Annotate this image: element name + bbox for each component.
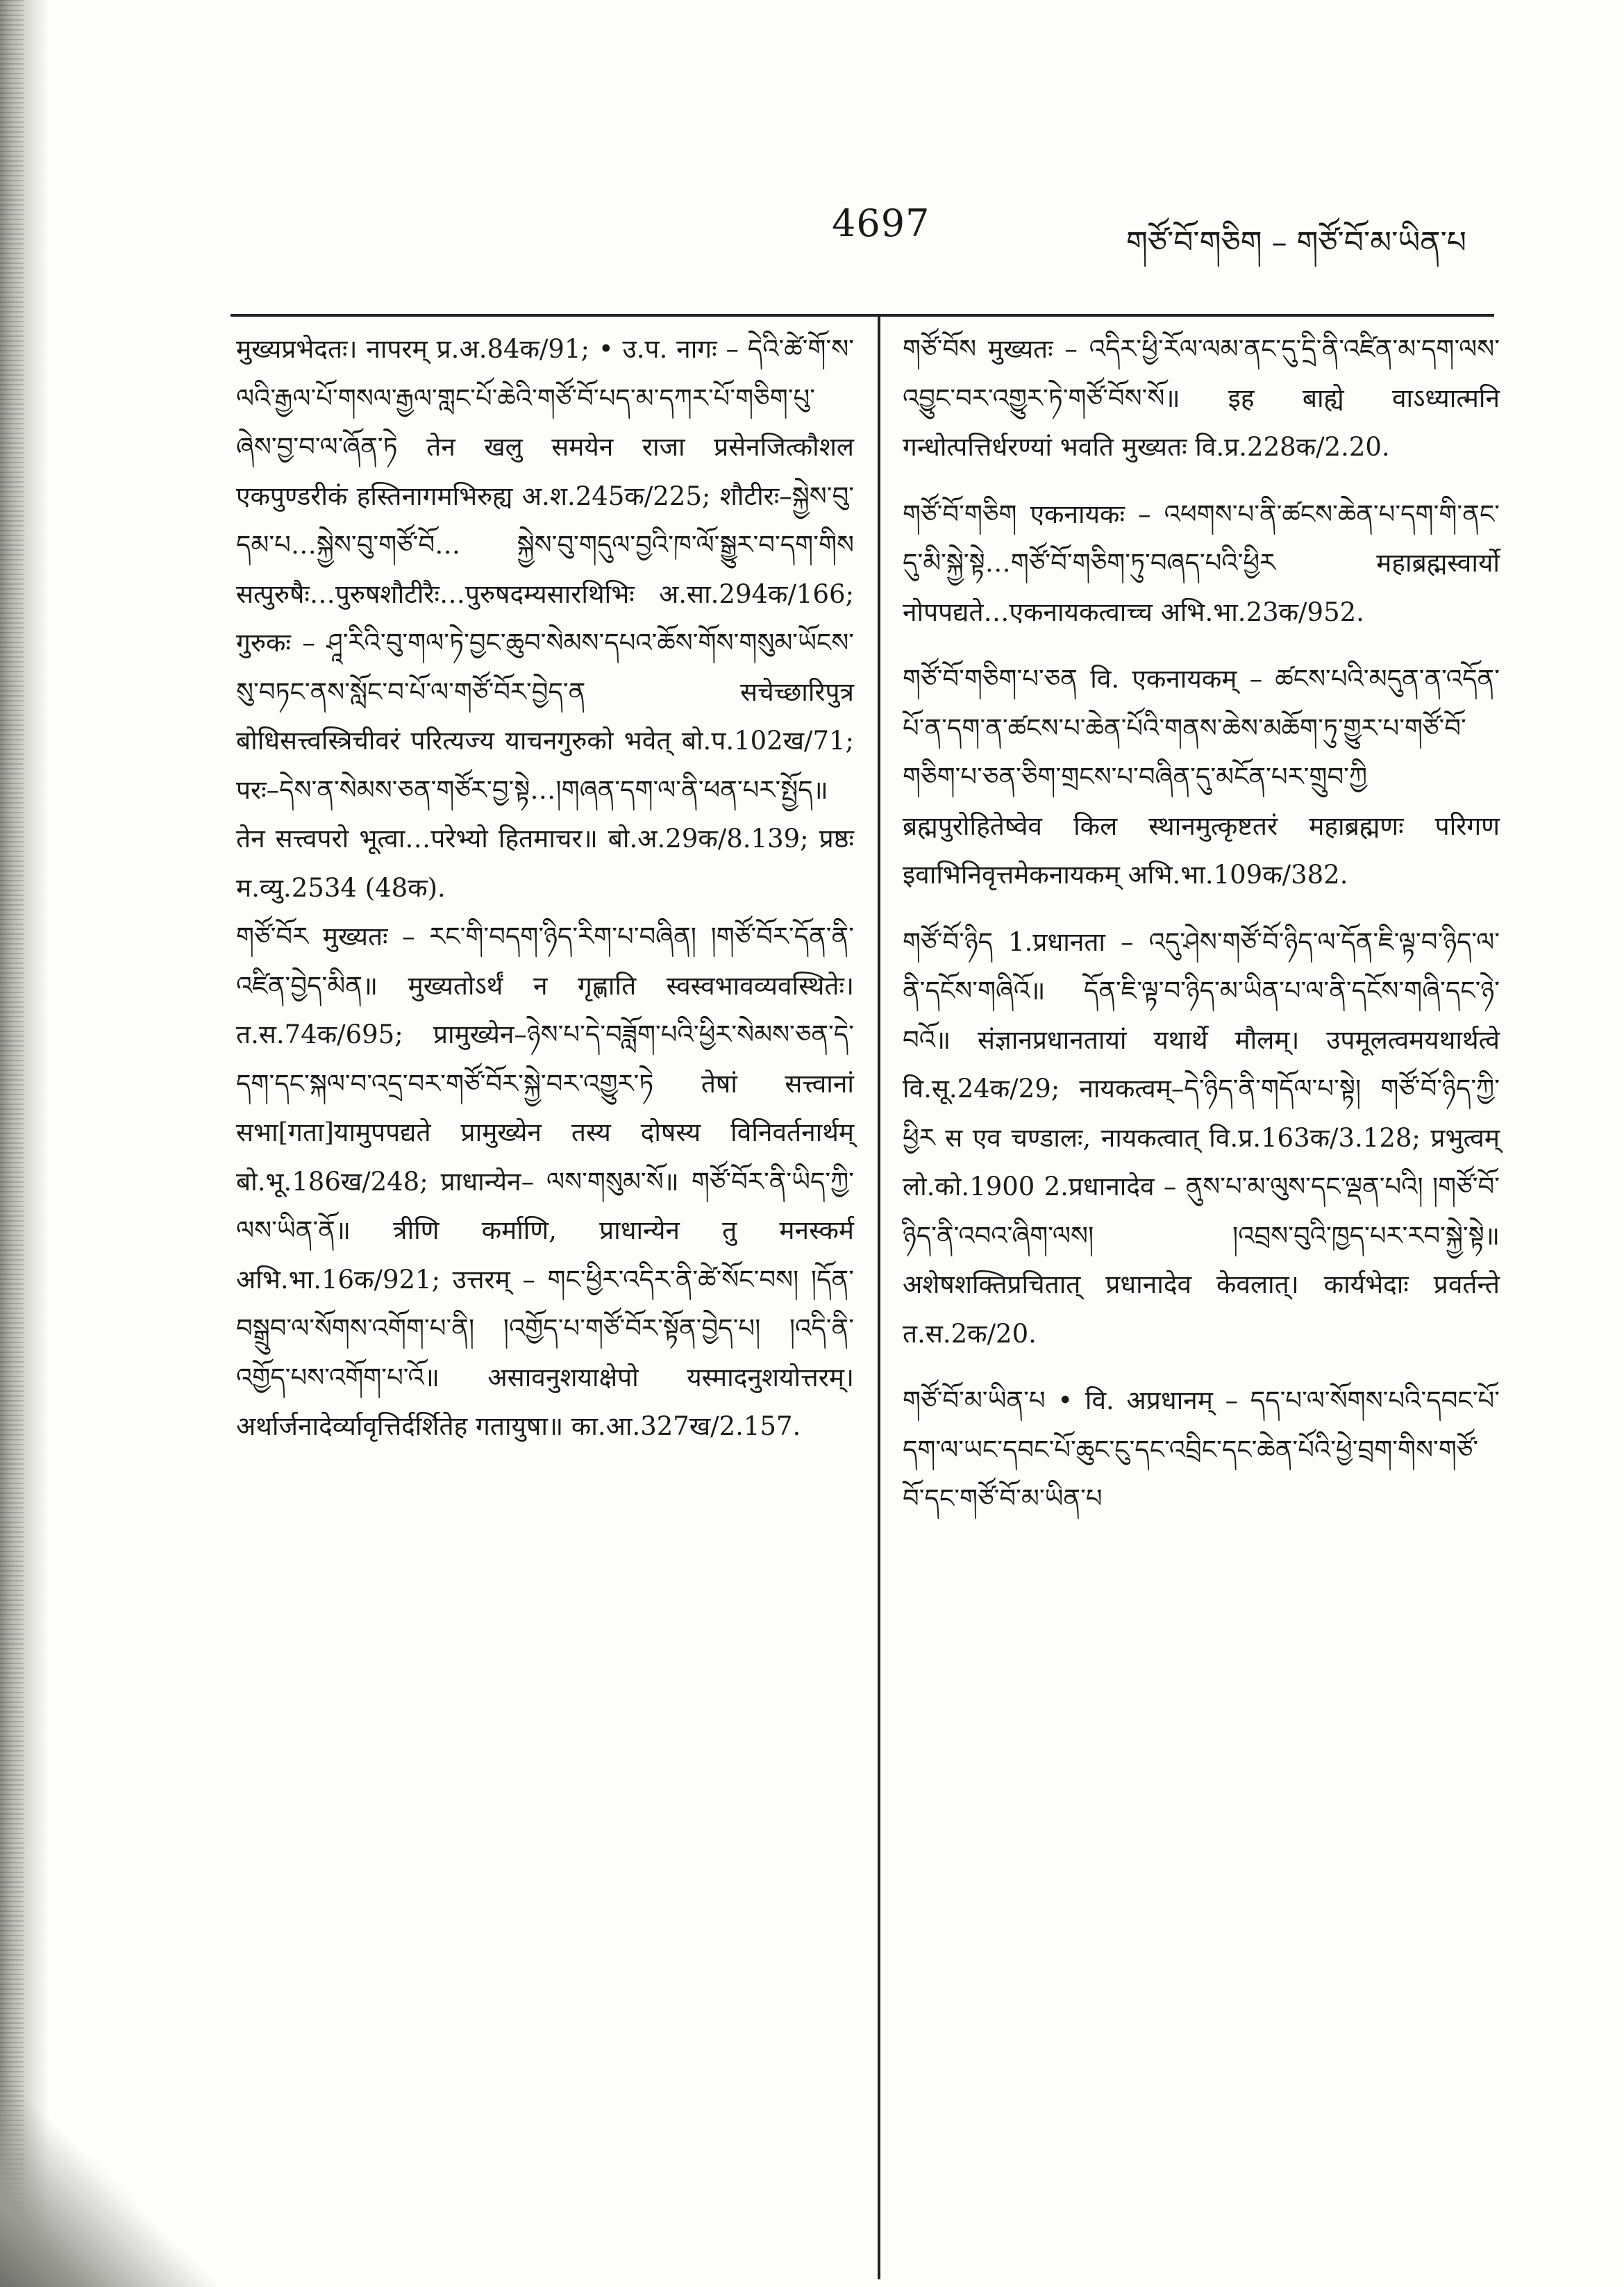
dictionary-entry — [903, 325, 1500, 472]
entry-text: གཙོ་བོ་གཅིག་པ་ཅན वि. एकनायकम् – ཚངས་པའི་མདུན་ན་འདོན་པོ་ན་དག་ན་ཚངས་པ་ཆེན་པོའི་གནས་ཆེས་མཆོག་ཏུ་གྱུར་པ་གཙོ་བོ་གཅིག་པ་ཅན་ཅིག་གྲངས་པ་བཞིན་དུ་མངོན་པར་གྲུབ་ཀྱི ब्रह्मपुरोहितेष्वेव किल स्थानमुत्कृष्टतरं महाब्रह्मणः परिगण इवाभिनिवृत्तमेकनायकम् अभि.भा.109क/382. — [903, 664, 1500, 890]
page-number: 4697 — [832, 201, 930, 245]
left-column — [236, 325, 854, 1452]
column-divider — [878, 314, 880, 2279]
dictionary-entry — [903, 1377, 1500, 1524]
dictionary-entry — [903, 655, 1500, 900]
right-column — [903, 325, 1500, 1542]
page-edge-speckle — [0, 0, 24, 2287]
entry-text: གཙོ་བོས मुख्यतः – འདིར་ཕྱི་རོལ་ལམ་ནང་དུ་དྲི་ནི་འཛིན་མ་དག་ལས་འབྱུང་བར་འགྱུར་ཏེ་གཙོ་བོས་སོ॥ इह बाह्ये वाऽध्यात्मनि गन्धोत्पत्तिर्धरण्यां भवति मुख्यतः वि.प्र.228क/2.20. — [903, 334, 1500, 462]
dictionary-entry — [236, 325, 854, 913]
running-head: གཙོ་བོ་གཅིག – གཙོ་བོ་མ་ཡིན་པ — [1126, 225, 1467, 260]
dictionary-entry — [903, 490, 1500, 638]
entry-text: मुख्यप्रभेदतः। नापरम् प्र.अ.84क/91; • उ.प. नागः – དེའི་ཚེ་གོ་ས་ལའི་རྒྱལ་པོ་གསལ་རྒྱལ་གླང་པོ་ཆེའི་གཙོ་བོ་པད་མ་དཀར་པོ་གཅིག་པུ་ཞེས་བྱ་བ་ལ་ཞོན་ཏེ तेन खलु समयेन राजा प्रसेनजित्कौशल एकपुण्डरीकं हस्तिनागमभिरुह्य अ.श.245क/225; शौटीरः–སྐྱེས་བུ་དམ་པ…སྐྱེས་བུ་གཙོ་བོ… སྐྱེས་བུ་གདུལ་བྱའི་ཁ་ལོ་སྒྱུར་བ་དག་གིས सत्पुरुषैः…पुरुषशौटीरैः…पुरुषदम्यसारथिभिः अ.सा.294क/166; गुरुकः – ཤཱ་རིའི་བུ་གལ་ཏེ་བྱང་ཆུབ་སེམས་དཔའ་ཆོས་གོས་གསུམ་ཡོངས་སུ་བཏང་ནས་སློང་བ་པོ་ལ་གཙོ་བོར་བྱེད་ན सचेच्छारिपुत्र बोधिसत्त्वस्त्रिचीवरं परित्यज्य याचनगुरुको भवेत् बो.प.102ख/71; परः–དེས་ན་སེམས་ཅན་གཙོར་བྱ་སྟེ…།གཞན་དག་ལ་ནི་ཕན་པར་སྤྱོད॥ तेन सत्त्वपरो भूत्वा…परेभ्यो हितमाचर॥ बो.अ.29क/8.139; प्रष्ठः म.व्यु.2534 (48क). — [236, 334, 854, 903]
entry-text: གཙོ་བོ་གཅིག एकनायकः – འཕགས་པ་ནི་ཚངས་ཆེན་པ་དག་གི་ནང་དུ་མི་སྐྱེ་སྟེ…གཙོ་བོ་གཅིག་ཏུ་བཞད་པའི་ཕྱིར महाब्रह्मस्वार्यो नोपपद्यते…एकनायकत्वाच्च अभि.भा.23क/952. — [903, 499, 1500, 627]
entry-text: གཙོ་བོ་མ་ཡིན་པ • वि. अप्रधानम् – དད་པ་ལ་སོགས་པའི་དབང་པོ་དག་ལ་ཡང་དབང་པོ་ཆུང་ངུ་དང་འབྲིང་དང་ཆེན་པོའི་ཕྱེ་བྲག་གིས་གཙོ་བོ་དང་གཙོ་བོ་མ་ཡིན་པ — [903, 1386, 1500, 1513]
entry-text: གཙོ་བོར मुख्यतः – རང་གི་བདག་ཉིད་རིག་པ་བཞིན། །གཙོ་བོར་དོན་ནི་འཛིན་བྱེད་མིན॥ मुख्यतोऽर्थं न गृह्णाति स्वस्वभावव्यवस्थितेः। त.स.74क/695; प्रामुख्येन–ཉེས་པ་དེ་བཟློག་པའི་ཕྱིར་སེམས་ཅན་དེ་དག་དང་སྐལ་བ་འདྲ་བར་གཙོ་བོར་སྐྱེ་བར་འགྱུར་ཏེ तेषां सत्त्वानां सभा[गता]यामुपपद्यते प्रामुख्येन तस्य दोषस्य विनिवर्तनार्थम् बो.भू.186ख/248; प्राधान्येन– ལས་གསུམ་སོ॥ གཙོ་བོར་ནི་ཡིད་ཀྱི་ལས་ཡིན་ནོ॥ त्रीणि कर्माणि, प्राधान्येन तु मनस्कर्म अभि.भा.16क/921; उत्तरम् – གང་ཕྱིར་འདིར་ནི་ཚེ་སོང་བས། །དོན་བསྒྲུབ་ལ་སོགས་འགོག་པ་ནི། །འགྱོད་པ་གཙོ་བོར་སྟོན་བྱེད་པ། །འདི་ནི་འགྱོད་པས་འགོག་པ་འོ॥ असावनुशयाक्षेपो यस्मादनुशयोत्तरम्। अर्थार्जनादेर्व्यावृत्तिर्दर्शितेह गतायुषा॥ का.आ.327ख/2.157. — [236, 922, 854, 1441]
entry-text: གཙོ་བོ་ཉིད 1.प्रधानता – འདུ་ཤེས་གཙོ་བོ་ཉིད་ལ་དོན་ཇི་ལྟ་བ་ཉིད་ལ་ནི་དངོས་གཞིའོ॥ དོན་ཇི་ལྟ་བ་ཉིད་མ་ཡིན་པ་ལ་ནི་དངོས་གཞི་དང་ཉེ་བའོ॥ संज्ञानप्रधानतायां यथार्थे मौलम्। उपमूलत्वमयथार्थत्वे वि.सू.24क/29; नायकत्वम्–དེ་ཉིད་ནི་གདོལ་པ་སྟེ། གཙོ་བོ་ཉིད་ཀྱི་ཕྱིར स एव चण्डालः, नायकत्वात् वि.प्र.163क/3.128; प्रभुत्वम् लो.को.1900 2.प्रधानादेव – ནུས་པ་མ་ལུས་དང་ལྡན་པའི། །གཙོ་བོ་ཉིད་ནི་འབའ་ཞིག་ལས། །འབྲས་བུའི་ཁྱད་པར་རབ་སྐྱེ་སྟེ॥ अशेषशक्तिप्रचितात् प्रधानादेव केवलात्। कार्यभेदाः प्रवर्तन्ते त.स.2क/20. — [903, 926, 1500, 1349]
dictionary-entry — [903, 918, 1500, 1359]
page-corner-shadow — [0, 2058, 229, 2287]
dictionary-entry — [236, 913, 854, 1452]
header-rule — [231, 314, 1494, 317]
